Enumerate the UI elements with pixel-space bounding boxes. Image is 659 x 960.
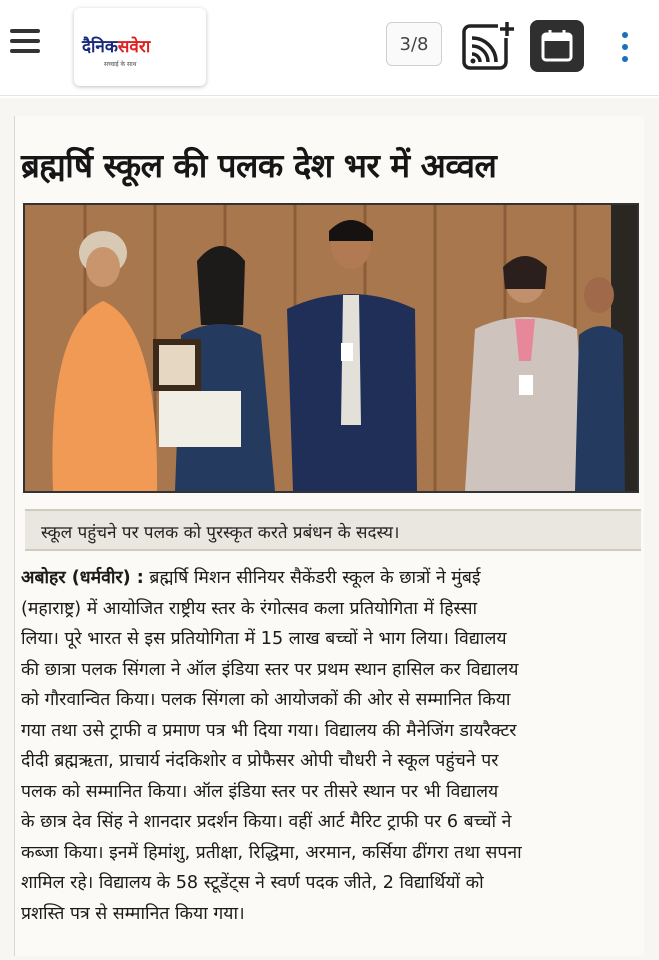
calendar-icon[interactable] (530, 20, 584, 72)
rss-feed-add-icon[interactable] (460, 20, 516, 72)
article-line: प्रशस्ति पत्र से सम्मानित किया गया। (21, 903, 245, 924)
article-line: की छात्रा पलक सिंगला ने ऑल इंडिया स्तर पर प्रथम स्थान हासिल कर विद्यालय (21, 659, 519, 680)
top-app-bar (0, 0, 659, 96)
more-vertical-icon[interactable] (612, 30, 636, 66)
logo-tagline: सच्चाई के साथ (104, 61, 137, 68)
article-line: के छात्र देव सिंह ने शानदार प्रदर्शन किया। वहीं आर्ट मैरिट ट्राफी पर 6 बच्चों ने (21, 812, 512, 832)
article-line: लिया। पूरे भारत से इस प्रतियोगिता में 15 लाख बच्चों ने भाग लिया। विद्यालय (21, 629, 507, 649)
article-line: कब्जा किया। इनमें हिमांशु, प्रतीक्षा, रिद्धिमा, अरमान, कर्सिया ढींगरा तथा सपना (21, 842, 522, 863)
article-body (21, 563, 643, 929)
article-dateline: अबोहर (धर्मवीर) : (21, 568, 144, 588)
logo-wordmark (82, 34, 150, 57)
photo-caption: स्कूल पहुंचने पर पलक को पुरस्कृत करते प्रबंधन के सदस्य। (41, 523, 400, 543)
logo-word-dainik: दैनिक (82, 37, 118, 57)
article-line: दीदी ब्रह्मऋता, प्राचार्य नंदकिशोर व प्रोफैसर ओपी चौधरी ने स्कूल पहुंचने पर (21, 751, 499, 771)
newspaper-logo[interactable] (74, 8, 206, 86)
article-line-text: ब्रह्मर्षि मिशन सीनियर सैकेंडरी स्कूल के छात्रों ने मुंबई (149, 568, 481, 588)
article-line: गया तथा उसे ट्राफी व प्रमाण पत्र भी दिया गया। विद्यालय की मैनेजिंग डायरैक्टर (21, 720, 517, 741)
newspaper-page (0, 98, 659, 960)
article-line: को गौरवान्वित किया। पलक सिंगला को आयोजकों की ओर से सम्मानित किया (21, 690, 511, 710)
article-line (21, 563, 643, 594)
article-line: शामिल रहे। विद्यालय के 58 स्टूडेंट्स ने स्वर्ण पदक जीते, 2 विद्यार्थियों को (21, 873, 484, 893)
article-line: पलक को सम्मानित किया। ऑल इंडिया स्तर पर तीसरे स्थान पर भी विद्यालय (21, 781, 499, 802)
article-clipping[interactable] (14, 116, 644, 956)
article-photo (23, 203, 639, 493)
article-line: (महाराष्ट्र) में आयोजित राष्ट्रीय स्तर के रंगोत्सव कला प्रतियोगिता में हिस्सा (21, 598, 478, 619)
hamburger-menu-icon[interactable] (8, 24, 44, 58)
logo-word-savera: सवेरा (117, 37, 151, 57)
article-headline: ब्रह्मर्षि स्कूल की पलक देश भर में अव्वल (21, 146, 497, 185)
page-counter-button[interactable]: 3/8 (386, 22, 442, 66)
photo-caption-box (25, 509, 641, 551)
